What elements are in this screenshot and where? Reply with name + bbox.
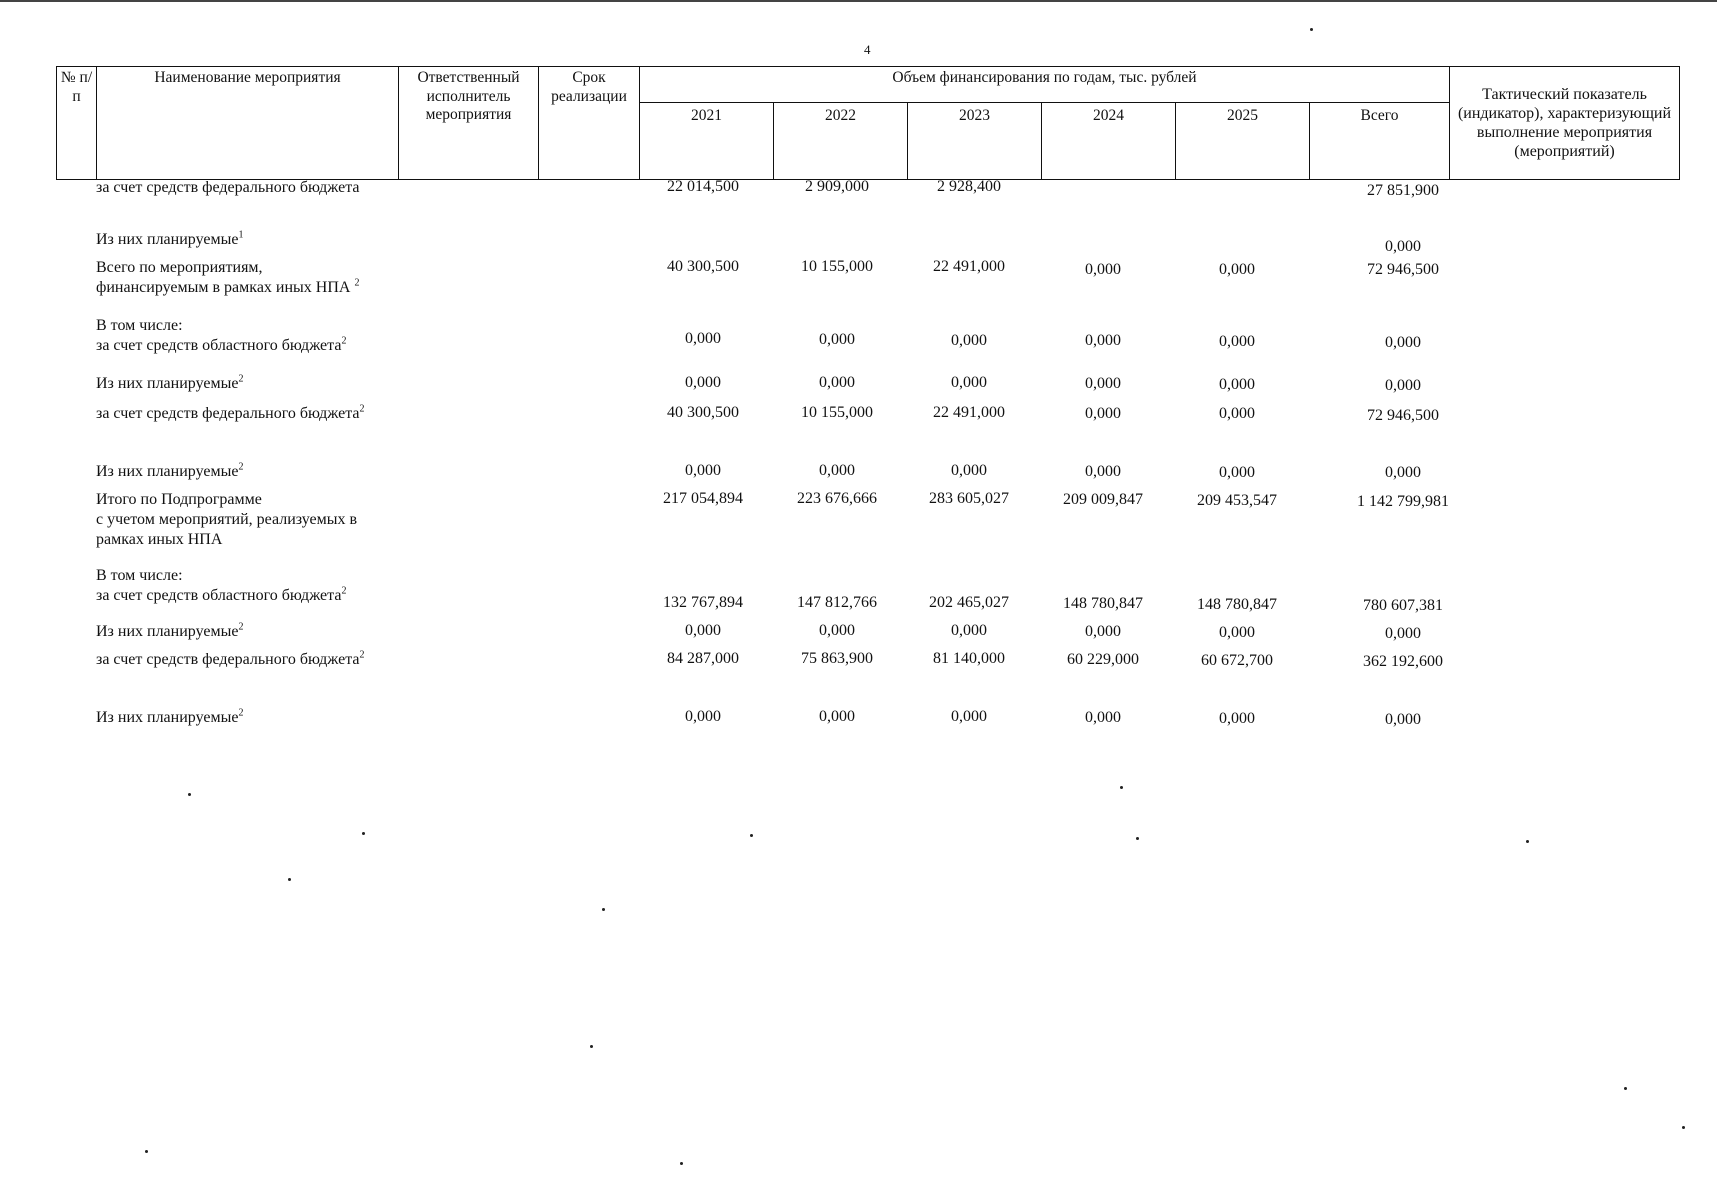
cell-total: 72 946,500: [1367, 261, 1439, 278]
row-label: за счет средств федерального бюджета$^2$: [96, 403, 365, 422]
cell-2025: 0,000: [1219, 624, 1255, 641]
row-label: Из них планируемые$^2$: [96, 621, 244, 640]
cell-2024: 0,000: [1085, 623, 1121, 640]
cell-2022: 10 155,000: [801, 258, 873, 275]
cell-total: 0,000: [1385, 711, 1421, 728]
cell-total: 1 142 799,981: [1357, 493, 1449, 510]
header-indicator: Тактический показатель (индикатор), характеризующий выполнение мероприятия (мероприятий): [1450, 67, 1680, 180]
cell-2024: 0,000: [1085, 375, 1121, 392]
cell-2023: 0,000: [951, 332, 987, 349]
scan-speck: [362, 832, 365, 835]
scan-speck: [1682, 1126, 1685, 1129]
cell-2021: 22 014,500: [667, 178, 739, 195]
cell-2024: 209 009,847: [1063, 491, 1143, 508]
header-funding: Объем финансирования по годам, тыс. рублей: [640, 67, 1450, 103]
cell-2022: 0,000: [819, 374, 855, 391]
cell-2021: 0,000: [685, 374, 721, 391]
cell-2023: 202 465,027: [929, 594, 1009, 611]
cell-2021: 217 054,894: [663, 490, 743, 507]
cell-2022: 10 155,000: [801, 404, 873, 421]
scan-speck: [590, 1045, 593, 1048]
cell-2024: 0,000: [1085, 405, 1121, 422]
cell-total: 72 946,500: [1367, 407, 1439, 424]
cell-2023: 0,000: [951, 374, 987, 391]
cell-2023: 0,000: [951, 708, 987, 725]
scan-speck: [602, 908, 605, 911]
row-label: Из них планируемые$^2$: [96, 373, 244, 392]
row-label: В том числе: за счет средств областного бюджета$^2$: [96, 317, 347, 354]
cell-2025: 60 672,700: [1201, 652, 1273, 669]
cell-2023: 0,000: [951, 622, 987, 639]
cell-2023: 22 491,000: [933, 404, 1005, 421]
cell-total: 0,000: [1385, 625, 1421, 642]
scan-speck: [680, 1162, 683, 1165]
scan-edge-line: [0, 0, 1717, 2]
cell-2024: 0,000: [1085, 332, 1121, 349]
cell-2021: 40 300,500: [667, 404, 739, 421]
page-number: 4: [864, 42, 871, 57]
cell-2025: 0,000: [1219, 710, 1255, 727]
cell-2021: 132 767,894: [663, 594, 743, 611]
scan-speck: [188, 793, 191, 796]
cell-total: 27 851,900: [1367, 182, 1439, 199]
header-total: Всего: [1310, 102, 1450, 179]
cell-2022: 0,000: [819, 622, 855, 639]
cell-2025: 0,000: [1219, 405, 1255, 422]
cell-2023: 0,000: [951, 462, 987, 479]
cell-2022: 75 863,900: [801, 650, 873, 667]
cell-2021: 0,000: [685, 708, 721, 725]
header-executor: Ответственный исполнитель мероприятия: [399, 67, 539, 180]
header-number: № п/п: [57, 67, 97, 180]
cell-total: 0,000: [1385, 238, 1421, 255]
cell-2021: 0,000: [685, 622, 721, 639]
header-year-2025: 2025: [1176, 102, 1310, 179]
cell-2025: 0,000: [1219, 333, 1255, 350]
cell-2024: 0,000: [1085, 261, 1121, 278]
cell-total: 362 192,600: [1363, 653, 1443, 670]
cell-total: 0,000: [1385, 334, 1421, 351]
row-label: за счет средств федерального бюджета: [96, 179, 360, 196]
row-label: Из них планируемые$^1$: [96, 229, 244, 248]
row-label: Всего по мероприятиям, финансируемым в рамках иных НПА $^2$: [96, 259, 360, 296]
scan-speck: [1136, 837, 1139, 840]
scan-speck: [750, 834, 753, 837]
header-year-2024: 2024: [1042, 102, 1176, 179]
cell-2023: 2 928,400: [937, 178, 1001, 195]
cell-2022: 0,000: [819, 708, 855, 725]
scan-speck: [288, 878, 291, 881]
cell-2025: 148 780,847: [1197, 596, 1277, 613]
row-label: В том числе: за счет средств областного бюджета$^2$: [96, 567, 347, 604]
cell-2025: 0,000: [1219, 464, 1255, 481]
header-name: Наименование мероприятия: [97, 67, 399, 180]
cell-2022: 0,000: [819, 462, 855, 479]
row-label: Итого по Подпрограмме с учетом мероприятий, реализуемых в рамках иных НПА: [96, 491, 358, 548]
cell-2024: 148 780,847: [1063, 595, 1143, 612]
header-year-2023: 2023: [908, 102, 1042, 179]
cell-2021: 84 287,000: [667, 650, 739, 667]
scan-speck: [1526, 840, 1529, 843]
cell-2023: 283 605,027: [929, 490, 1009, 507]
cell-total: 0,000: [1385, 464, 1421, 481]
scan-speck: [145, 1150, 148, 1153]
header-table: [56, 66, 1680, 180]
cell-total: 0,000: [1385, 377, 1421, 394]
cell-total: 780 607,381: [1363, 597, 1443, 614]
cell-2022: 223 676,666: [797, 490, 877, 507]
header-year-2022: 2022: [774, 102, 908, 179]
cell-2021: 0,000: [685, 330, 721, 347]
cell-2024: 0,000: [1085, 463, 1121, 480]
scan-speck: [1310, 28, 1313, 31]
cell-2022: 147 812,766: [797, 594, 877, 611]
cell-2024: 60 229,000: [1067, 651, 1139, 668]
cell-2023: 22 491,000: [933, 258, 1005, 275]
row-label: за счет средств федерального бюджета$^2$: [96, 649, 365, 668]
cell-2024: 0,000: [1085, 709, 1121, 726]
cell-2021: 40 300,500: [667, 258, 739, 275]
cell-2021: 0,000: [685, 462, 721, 479]
header-year-2021: 2021: [640, 102, 774, 179]
header-term: Срок реализации: [539, 67, 640, 180]
cell-2025: 0,000: [1219, 376, 1255, 393]
cell-2022: 0,000: [819, 331, 855, 348]
cell-2023: 81 140,000: [933, 650, 1005, 667]
row-label: Из них планируемые$^2$: [96, 461, 244, 480]
cell-2025: 0,000: [1219, 261, 1255, 278]
cell-2025: 209 453,547: [1197, 492, 1277, 509]
scan-speck: [1624, 1087, 1627, 1090]
scan-speck: [1120, 786, 1123, 789]
cell-2022: 2 909,000: [805, 178, 869, 195]
row-label: Из них планируемые$^2$: [96, 707, 244, 726]
